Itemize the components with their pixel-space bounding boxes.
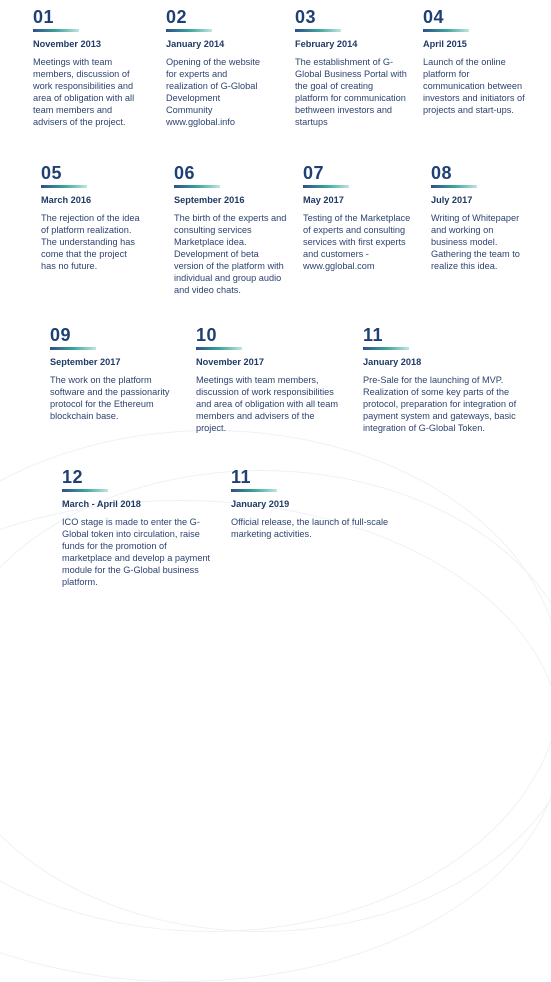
accent-bar [33,29,79,32]
timeline-item-04 [423,8,528,116]
milestone-date: March 2016 [41,195,92,205]
milestone-number: 11 [231,467,252,487]
timeline-item-01 [33,8,143,128]
milestone-number: 06 [174,163,196,183]
milestone-description: Pre-Sale for the launching of MVP. Realization of some key parts of the protocol, preparation for integration of payment system and gateways, basic integration of G-Global Token. [363,375,517,433]
milestone-description: Official release, the launch of full-scale marketing activities. [231,517,389,539]
milestone-description: Testing of the Marketplace of experts and consulting services with first experts and customers - www.gglobal.com [303,213,411,271]
milestone-description: ICO stage is made to enter the G-Global token into circulation, raise funds for the promotion of marketplace and develop a payment module for the G-Global business platform. [62,517,211,587]
milestone-date: January 2019 [231,499,290,509]
milestone-date: January 2018 [363,357,422,367]
accent-bar [196,347,242,350]
milestone-number: 04 [423,7,445,27]
milestone-description: The rejection of the idea of platform realization. The understanding has come that the project has no future. [41,213,140,271]
milestone-number: 07 [303,163,325,183]
milestone-date: September 2016 [174,195,245,205]
timeline-item-08 [431,164,531,272]
timeline-item-02 [166,8,266,128]
milestone-description: The work on the platform software and the passionarity protocol for the Ethereum blockchain base. [50,375,170,421]
milestone-description: Meetings with team members, discussion of work responsibilities and area of obligation with all team members and advisers of the project. [33,57,135,127]
milestone-date: April 2015 [423,39,467,49]
milestone-date: May 2017 [303,195,344,205]
accent-bar [303,185,349,188]
accent-bar [423,29,469,32]
accent-bar [174,185,220,188]
milestone-number: 01 [33,7,55,27]
accent-bar [295,29,341,32]
timeline-item-03 [295,8,407,128]
accent-bar [166,29,212,32]
accent-bar [431,185,477,188]
milestone-number: 03 [295,7,317,27]
timeline-item-13 [231,468,391,540]
timeline-item-11 [363,326,531,434]
milestone-date: July 2017 [431,195,473,205]
timeline-item-07 [303,164,418,272]
milestone-description: The birth of the experts and consulting services Marketplace idea. Development of beta version of the platform with individual and group audio and video chats. [174,213,287,295]
milestone-date: March - April 2018 [62,499,141,509]
milestone-number: 11 [363,325,384,345]
milestone-number: 08 [431,163,453,183]
accent-bar [62,489,108,492]
milestone-date: September 2017 [50,357,121,367]
accent-bar [363,347,409,350]
milestone-number: 02 [166,7,188,27]
accent-bar [41,185,87,188]
milestone-description: Meetings with team members, discussion of work responsibilities and area of obligation with all team members and advisers of the project. [196,375,338,433]
milestone-description: The establishment of G-Global Business Portal with the goal of creating platform for communication bethween investors and startups [295,57,407,127]
milestone-date: January 2014 [166,39,225,49]
milestone-date: November 2017 [196,357,264,367]
timeline-item-10 [196,326,346,434]
accent-bar [231,489,277,492]
milestone-description: Writing of Whitepaper and working on business model. Gathering the team to realize this idea. [431,213,520,271]
milestone-number: 05 [41,163,63,183]
milestone-description: Opening of the website for experts and realization of G-Global Development Community www.gglobal.info [166,57,260,127]
milestone-number: 09 [50,325,72,345]
timeline-item-05 [41,164,141,272]
timeline-item-12 [62,468,214,588]
timeline-item-06 [174,164,289,296]
timeline-item-09 [50,326,178,422]
milestone-number: 10 [196,325,218,345]
milestone-description: Launch of the online platform for communication between investors and initiators of projects and start-ups. [423,57,525,115]
accent-bar [50,347,96,350]
milestone-date: February 2014 [295,39,358,49]
milestone-date: November 2013 [33,39,101,49]
milestone-number: 12 [62,467,84,487]
